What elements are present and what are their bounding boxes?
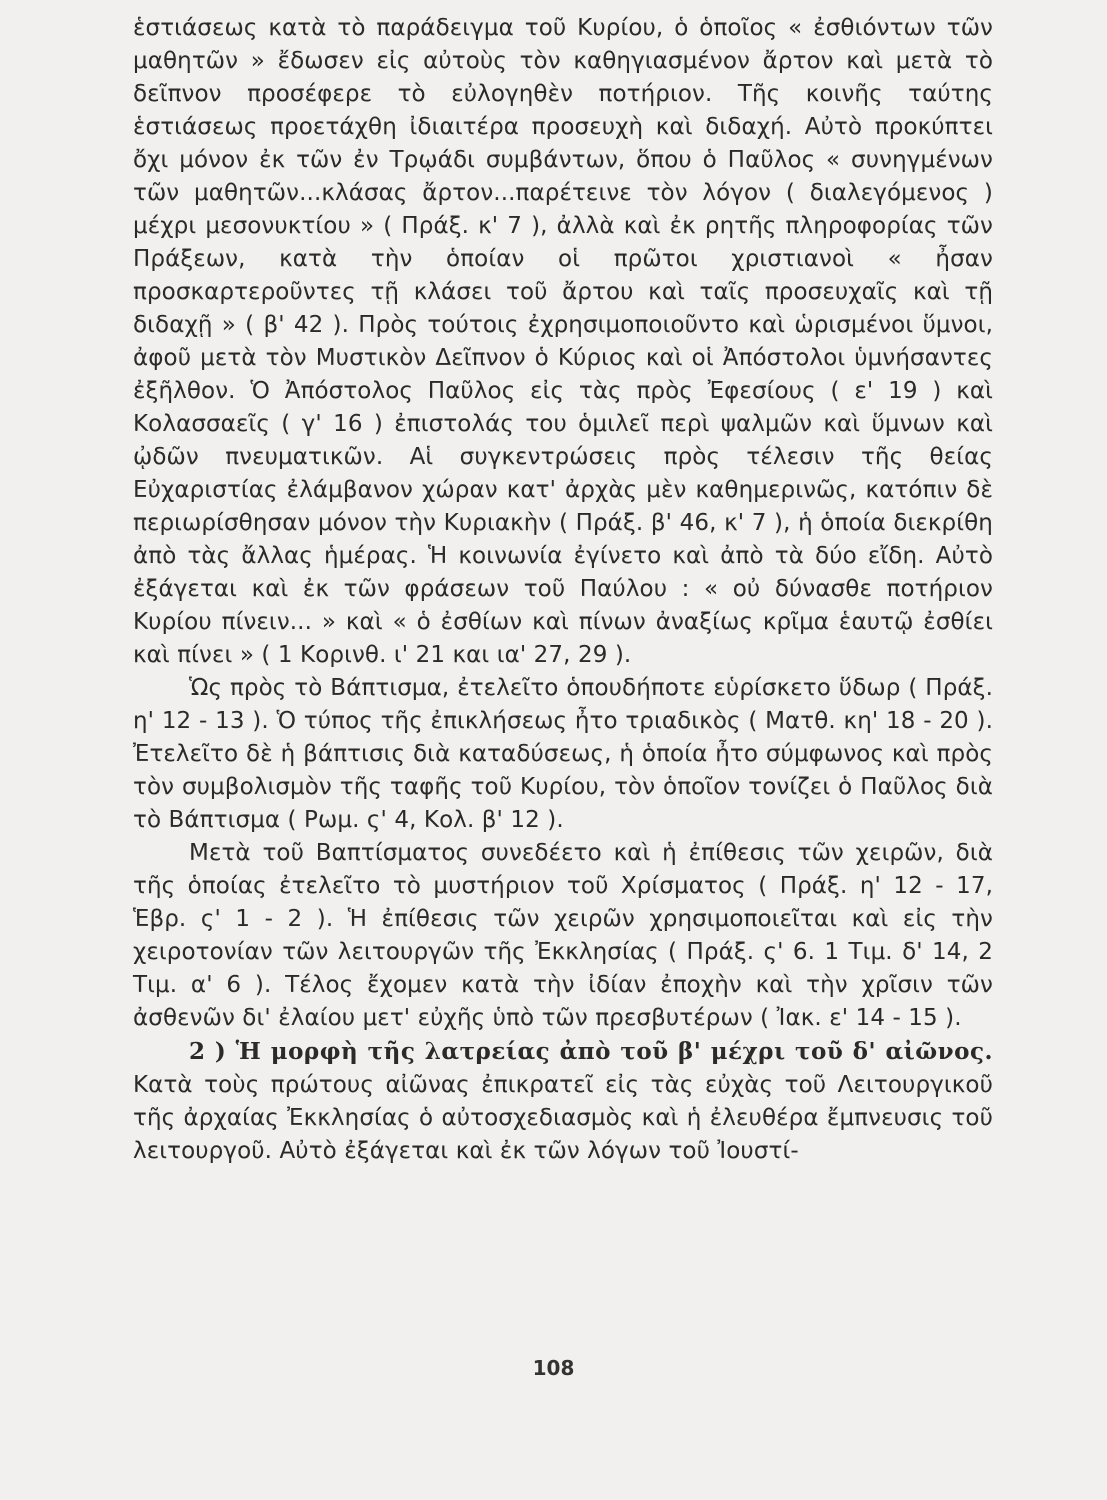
paragraph-baptism: Ὡς πρὸς τὸ Βάπτισμα, ἐτελεῖτο ὁπουδήποτε εὑρίσκετο ὕδωρ ( Πράξ. η' 12 - 13 ). Ὁ τύπος τῆς ἐπικλήσεως ἦτο τριαδικὸς ( Ματθ. κη' 18 - 20 ). Ἐτελεῖτο δὲ ἡ βάπτισις διὰ καταδύσεως, ἡ ὁποία ἦτο σύμφωνος καὶ πρὸς τὸν συμβολισμὸν τῆς ταφῆς τοῦ Κυρίου, τὸν ὁποῖον τονίζει ὁ Παῦλος διὰ τὸ Βάπτισμα ( Ρωμ. ς' 4, Κολ. β' 12 ).	[133, 675, 993, 833]
section-paragraph	[133, 1035, 993, 1168]
paragraph-laying-on-hands: Μετὰ τοῦ Βαπτίσματος συνεδέετο καὶ ἡ ἐπίθεσις τῶν χειρῶν, διὰ τῆς ὁποίας ἐτελεῖτο τὸ μυστήριον τοῦ Χρίσματος ( Πράξ. η' 12 - 17, Ἑβρ. ς' 1 - 2 ). Ἡ ἐπίθεσις τῶν χειρῶν χρησιμοποιεῖται καὶ εἰς τὴν χειροτονίαν τῶν λειτουργῶν τῆς Ἐκκλησίας ( Πράξ. ς' 6. 1 Τιμ. δ' 14, 2 Τιμ. α' 6 ). Τέλος ἔχομεν κατὰ τὴν ἰδίαν ἐποχὴν καὶ τὴν χρῖσιν τῶν ἀσθενῶν δι' ἐλαίου μετ' εὐχῆς ὑπὸ τῶν πρεσβυτέρων ( Ἰακ. ε' 14 - 15 ).	[133, 840, 993, 1031]
section-text: Κατὰ τοὺς πρώτους αἰῶνας ἐπικρατεῖ εἰς τὰς εὐχὰς τοῦ Λειτουργικοῦ τῆς ἀρχαίας Ἐκκλησίας ὁ αὐτοσχεδιασμὸς καὶ ἡ ἐλευθέρα ἔμπνευσις τοῦ λειτουργοῦ. Αὐτὸ ἐξάγεται καὶ ἐκ τῶν λόγων τοῦ Ἰουστί-	[133, 1072, 993, 1164]
page-body	[133, 12, 993, 1168]
paragraph-eucharist: ἑστιάσεως κατὰ τὸ παράδειγμα τοῦ Κυρίου, ὁ ὁποῖος « ἐσθιόντων τῶν μαθητῶν » ἔδωσεν εἰς αὐτοὺς τὸν καθηγιασμένον ἄρτον καὶ μετὰ τὸ δεῖπνον προσέφερε τὸ εὐλογηθὲν ποτήριον. Τῆς κοινῆς ταύτης ἑστιάσεως προετάχθη ἰδιαιτέρα προσευχὴ καὶ διδαχή. Αὐτὸ προκύπτει ὄχι μόνον ἐκ τῶν ἐν Τρῳάδι συμβάντων, ὅπου ὁ Παῦλος « συνηγμένων τῶν μαθητῶν...κλάσας ἄρτον...παρέτεινε τὸν λόγον ( διαλεγόμενος ) μέχρι μεσονυκτίου » ( Πράξ. κ' 7 ), ἀλλὰ καὶ ἐκ ρητῆς πληροφορίας τῶν Πράξεων, κατὰ τὴν ὁποίαν οἱ πρῶτοι χριστιανοὶ « ἦσαν προσκαρτεροῦντες τῇ κλάσει τοῦ ἄρτου καὶ ταῖς προσευχαῖς καὶ τῇ διδαχῇ » ( β' 42 ). Πρὸς τούτοις ἐχρησιμοποιοῦντο καὶ ὡρισμένοι ὕμνοι, ἀφοῦ μετὰ τὸν Μυστικὸν Δεῖπνον ὁ Κύριος καὶ οἱ Ἀπόστολοι ὑμνήσαντες ἐξῆλθον. Ὁ Ἀπόστολος Παῦλος εἰς τὰς πρὸς Ἐφεσίους ( ε' 19 ) καὶ Κολασσαεῖς ( γ' 16 ) ἐπιστολάς του ὁμιλεῖ περὶ ψαλμῶν καὶ ὕμνων καὶ ᾠδῶν πνευματικῶν. Αἱ συγκεντρώσεις πρὸς τέλεσιν τῆς θείας Εὐχαριστίας ἐλάμβανον χώραν κατ' ἀρχὰς μὲν καθημερινῶς, κατόπιν δὲ περιωρίσθησαν μόνον τὴν Κυριακὴν ( Πράξ. β' 46, κ' 7 ), ἡ ὁποία διεκρίθη ἀπὸ τὰς ἄλλας ἡμέρας. Ἡ κοινωνία ἐγίνετο καὶ ἀπὸ τὰ δύο εἴδη. Αὐτὸ ἐξάγεται καὶ ἐκ τῶν φράσεων τοῦ Παύλου : « οὐ δύνασθε ποτήριον Κυρίου πίνειν... » καὶ « ὁ ἐσθίων καὶ πίνων ἀναξίως κρῖμα ἑαυτῷ ἐσθίει καὶ πίνει » ( 1 Κορινθ. ι' 21 και ια' 27, 29 ).	[133, 15, 993, 668]
page-number: 108	[532, 1356, 575, 1380]
section-heading: 2 ) Ἡ μορφὴ τῆς λατρείας ἀπὸ τοῦ β' μέχρι τοῦ δ' αἰῶνος.	[189, 1038, 993, 1065]
